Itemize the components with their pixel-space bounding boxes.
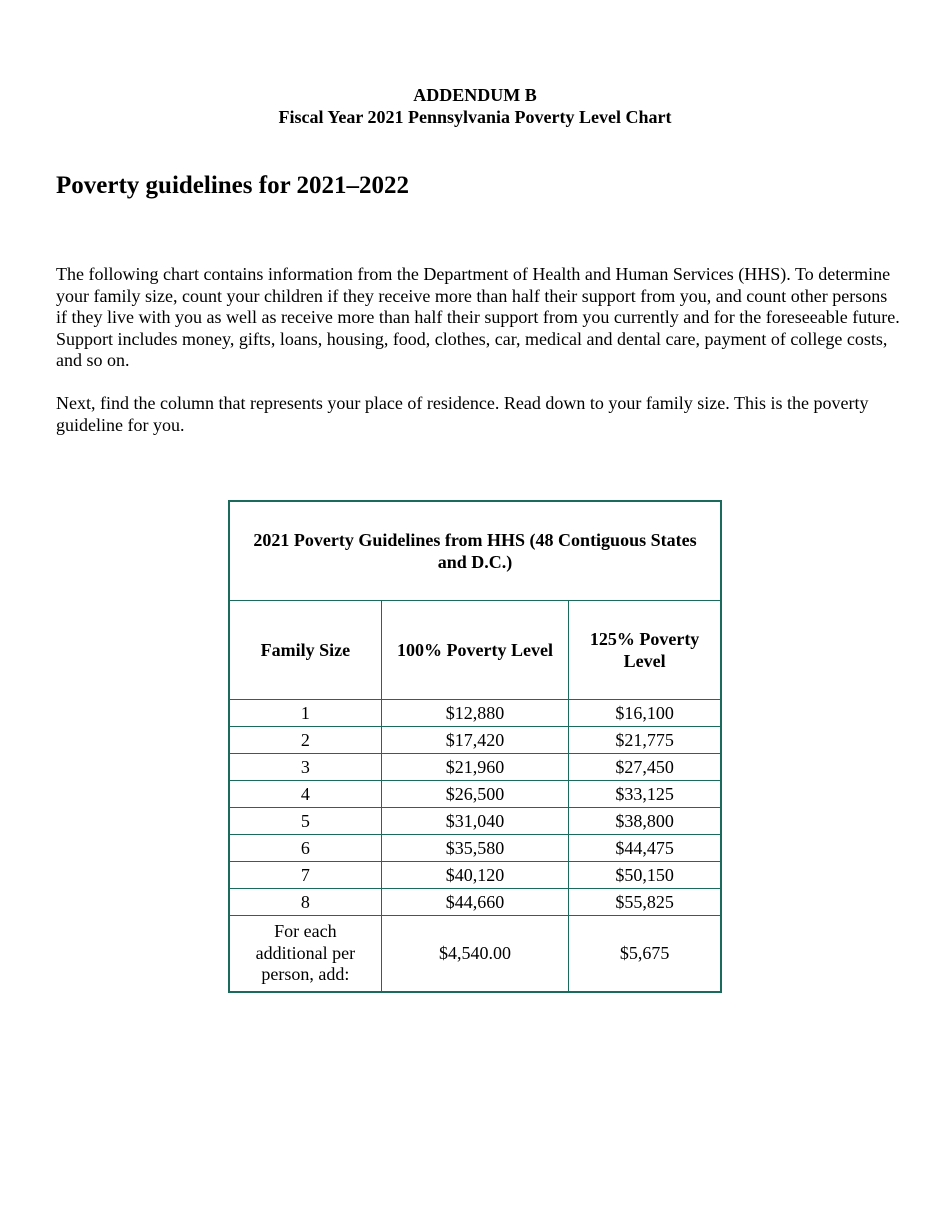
table-header-row [229,601,721,700]
poverty-125-cell: $44,475 [569,835,721,862]
poverty-100-cell: $21,960 [381,754,568,781]
family-size-cell: 7 [229,862,381,889]
family-size-cell: 8 [229,889,381,916]
table-title: 2021 Poverty Guidelines from HHS (48 Contiguous States and D.C.) [229,501,721,601]
table-title-row [229,501,721,601]
additional-100-cell: $4,540.00 [381,916,568,993]
poverty-100-cell: $26,500 [381,781,568,808]
poverty-125-cell: $50,150 [569,862,721,889]
poverty-100-cell: $35,580 [381,835,568,862]
poverty-100-cell: $40,120 [381,862,568,889]
poverty-125-cell: $21,775 [569,727,721,754]
poverty-125-cell: $16,100 [569,700,721,727]
poverty-125-cell: $33,125 [569,781,721,808]
table-row [229,781,721,808]
table-row [229,754,721,781]
poverty-100-cell: $12,880 [381,700,568,727]
table-row [229,889,721,916]
page-title: Poverty guidelines for 2021–2022 [56,172,409,199]
family-size-cell: 3 [229,754,381,781]
table-row [229,862,721,889]
poverty-125-cell: $55,825 [569,889,721,916]
column-header-125-percent: 125% Poverty Level [569,601,721,700]
poverty-125-cell: $27,450 [569,754,721,781]
addendum-label: ADDENDUM B [413,85,537,105]
column-header-family-size: Family Size [229,601,381,700]
table-row [229,808,721,835]
intro-paragraph: The following chart contains information from the Department of Health and Human Services (HHS). To determine your family size, count your children if they receive more than half their support from you, and count other persons if they live with you as well as receive more than half their support from you currently and for the foreseeable future. Support includes money, gifts, loans, housing, food, clothes, car, medical and dental care, payment of college costs, and so on. [56,264,900,370]
poverty-125-cell: $38,800 [569,808,721,835]
column-header-100-percent: 100% Poverty Level [381,601,568,700]
family-size-cell: 4 [229,781,381,808]
table-row [229,700,721,727]
poverty-100-cell: $31,040 [381,808,568,835]
family-size-cell: 6 [229,835,381,862]
family-size-cell: 1 [229,700,381,727]
poverty-guidelines-table [228,500,722,993]
poverty-100-cell: $17,420 [381,727,568,754]
document-header [0,84,950,128]
family-size-cell: 2 [229,727,381,754]
table-row [229,835,721,862]
chart-subtitle: Fiscal Year 2021 Pennsylvania Poverty Level Chart [278,107,672,127]
family-size-cell: 5 [229,808,381,835]
additional-125-cell: $5,675 [569,916,721,993]
additional-person-row [229,916,721,993]
table-row [229,727,721,754]
poverty-100-cell: $44,660 [381,889,568,916]
instructions-paragraph: Next, find the column that represents your place of residence. Read down to your family size. This is the poverty guideline for you. [56,393,869,435]
additional-person-label: For each additional per person, add: [229,916,381,993]
